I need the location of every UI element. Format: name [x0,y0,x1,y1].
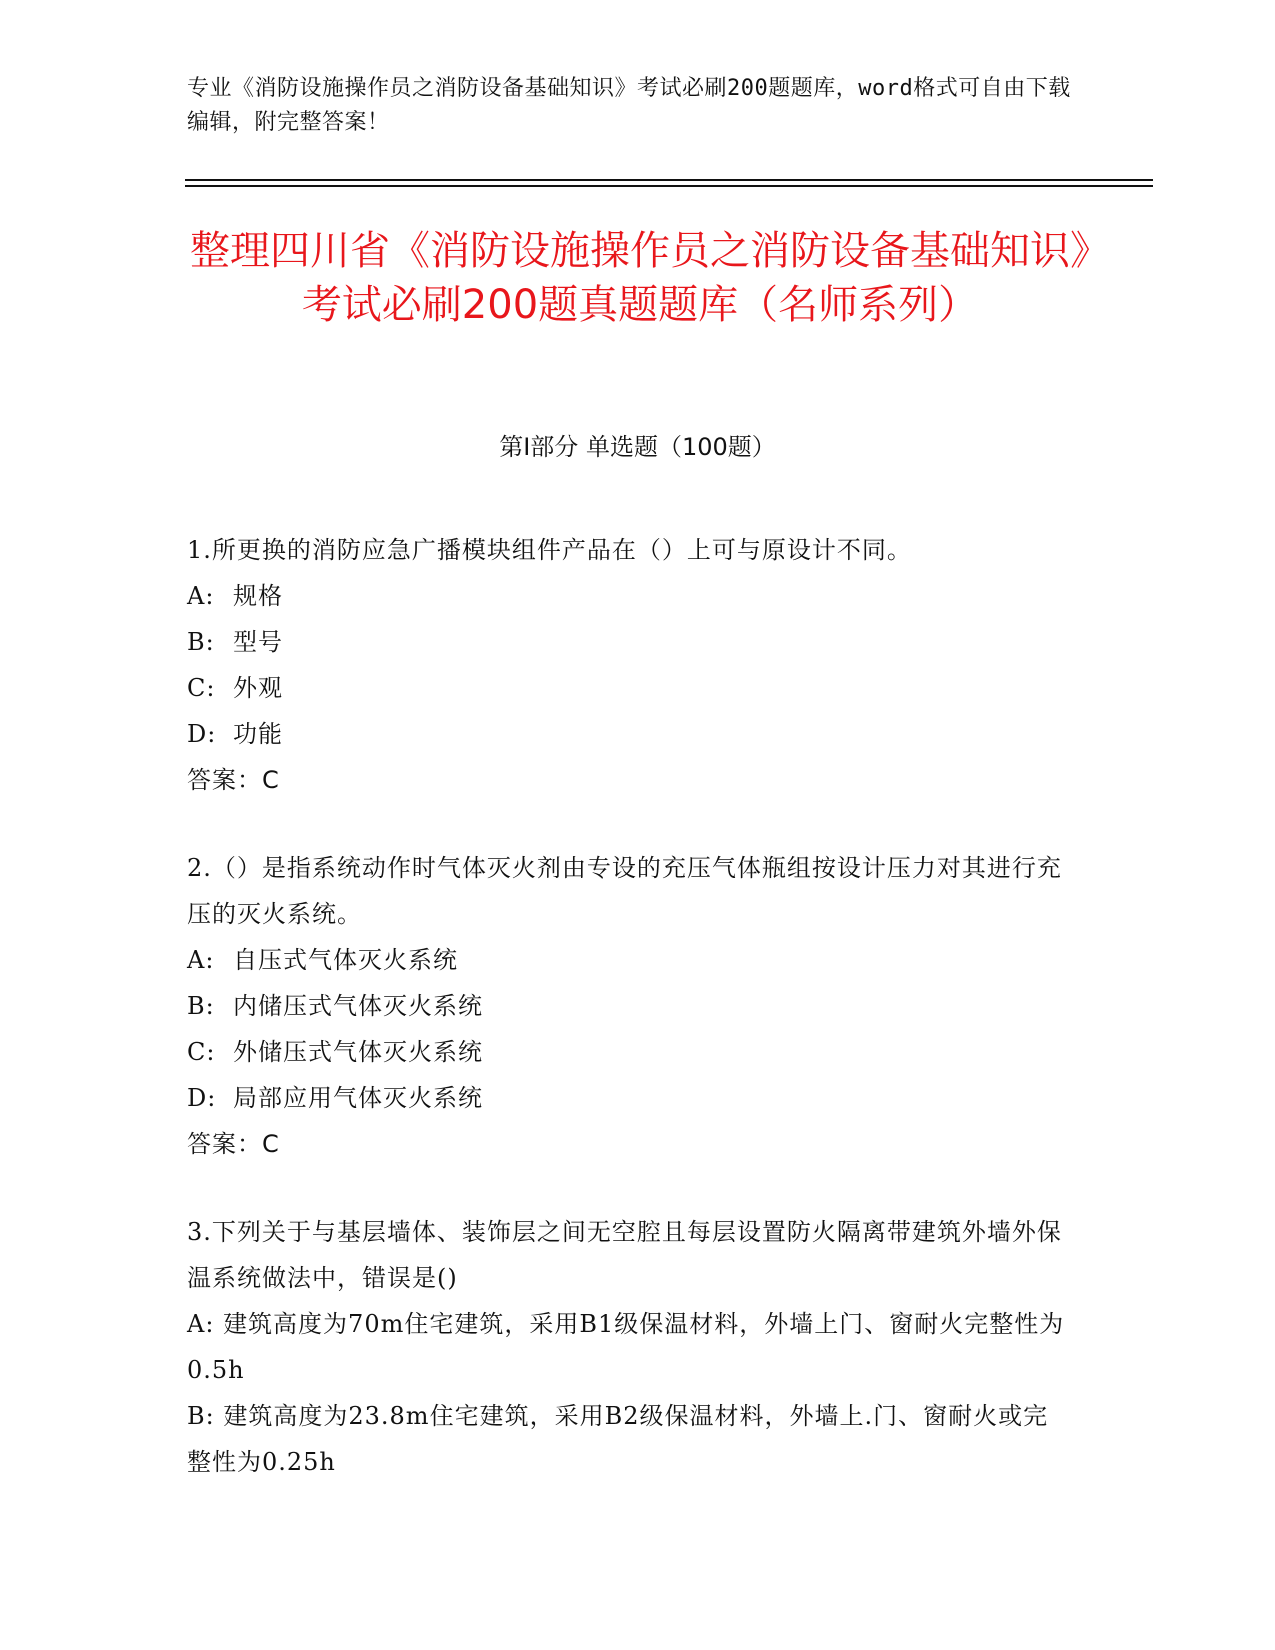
option-letter: C: [187,674,216,702]
option-text: 型号 [233,628,283,656]
answer: 答案：C [187,766,280,794]
question-list [187,527,1067,1527]
question-2 [187,845,1067,1167]
option-text: 外储压式气体灭火系统 [233,1038,483,1066]
option-text: 建筑高度为23.8m住宅建筑，采用B2级保温材料，外墙上.门、窗耐火或完整性为0.25h [187,1402,1049,1476]
option-letter: B: [187,1402,215,1430]
option-a [187,1301,1067,1393]
option-d [187,711,1067,757]
question-3 [187,1209,1067,1485]
header-divider [185,179,1153,181]
option-text: 内储压式气体灭火系统 [233,992,483,1020]
header-note: 专业《消防设施操作员之消防设备基础知识》考试必刷200题题库，word格式可自由下载编辑，附完整答案！ [187,76,1071,135]
option-c [187,665,1067,711]
option-letter: C: [187,1038,216,1066]
option-text: 自压式气体灭火系统 [233,946,458,974]
option-c [187,1029,1067,1075]
option-letter: B: [187,628,215,656]
header-divider-secondary [185,185,1153,187]
option-text: 建筑高度为70m住宅建筑，采用B1级保温材料，外墙上门、窗耐火完整性为0.5h [187,1310,1065,1384]
document-title: 整理四川省《消防设施操作员之消防设备基础知识》考试必刷200题真题题库（名师系列） [190,228,1090,328]
answer: 答案：C [187,1130,280,1158]
option-letter: A: [187,582,215,610]
option-letter: A: [187,946,215,974]
section-title: 第Ⅰ部分 单选题（100题） [499,433,776,461]
question-stem: 2.（）是指系统动作时气体灭火剂由专设的充压气体瓶组按设计压力对其进行充压的灭火系统。 [187,854,1062,928]
option-text: 外观 [233,674,283,702]
option-d [187,1075,1067,1121]
option-b [187,1393,1067,1485]
option-b [187,983,1067,1029]
option-text: 功能 [233,720,283,748]
question-1 [187,527,1067,803]
option-b [187,619,1067,665]
option-text: 规格 [233,582,283,610]
question-stem: 1.所更换的消防应急广播模块组件产品在（）上可与原设计不同。 [187,536,912,564]
option-letter: D: [187,1084,217,1112]
option-letter: B: [187,992,215,1020]
option-a [187,573,1067,619]
option-text: 局部应用气体灭火系统 [233,1084,483,1112]
option-a [187,937,1067,983]
question-stem: 3.下列关于与基层墙体、装饰层之间无空腔且每层设置防火隔离带建筑外墙外保温系统做法中，错误是() [187,1218,1062,1292]
option-letter: A: [187,1310,215,1338]
option-letter: D: [187,720,217,748]
